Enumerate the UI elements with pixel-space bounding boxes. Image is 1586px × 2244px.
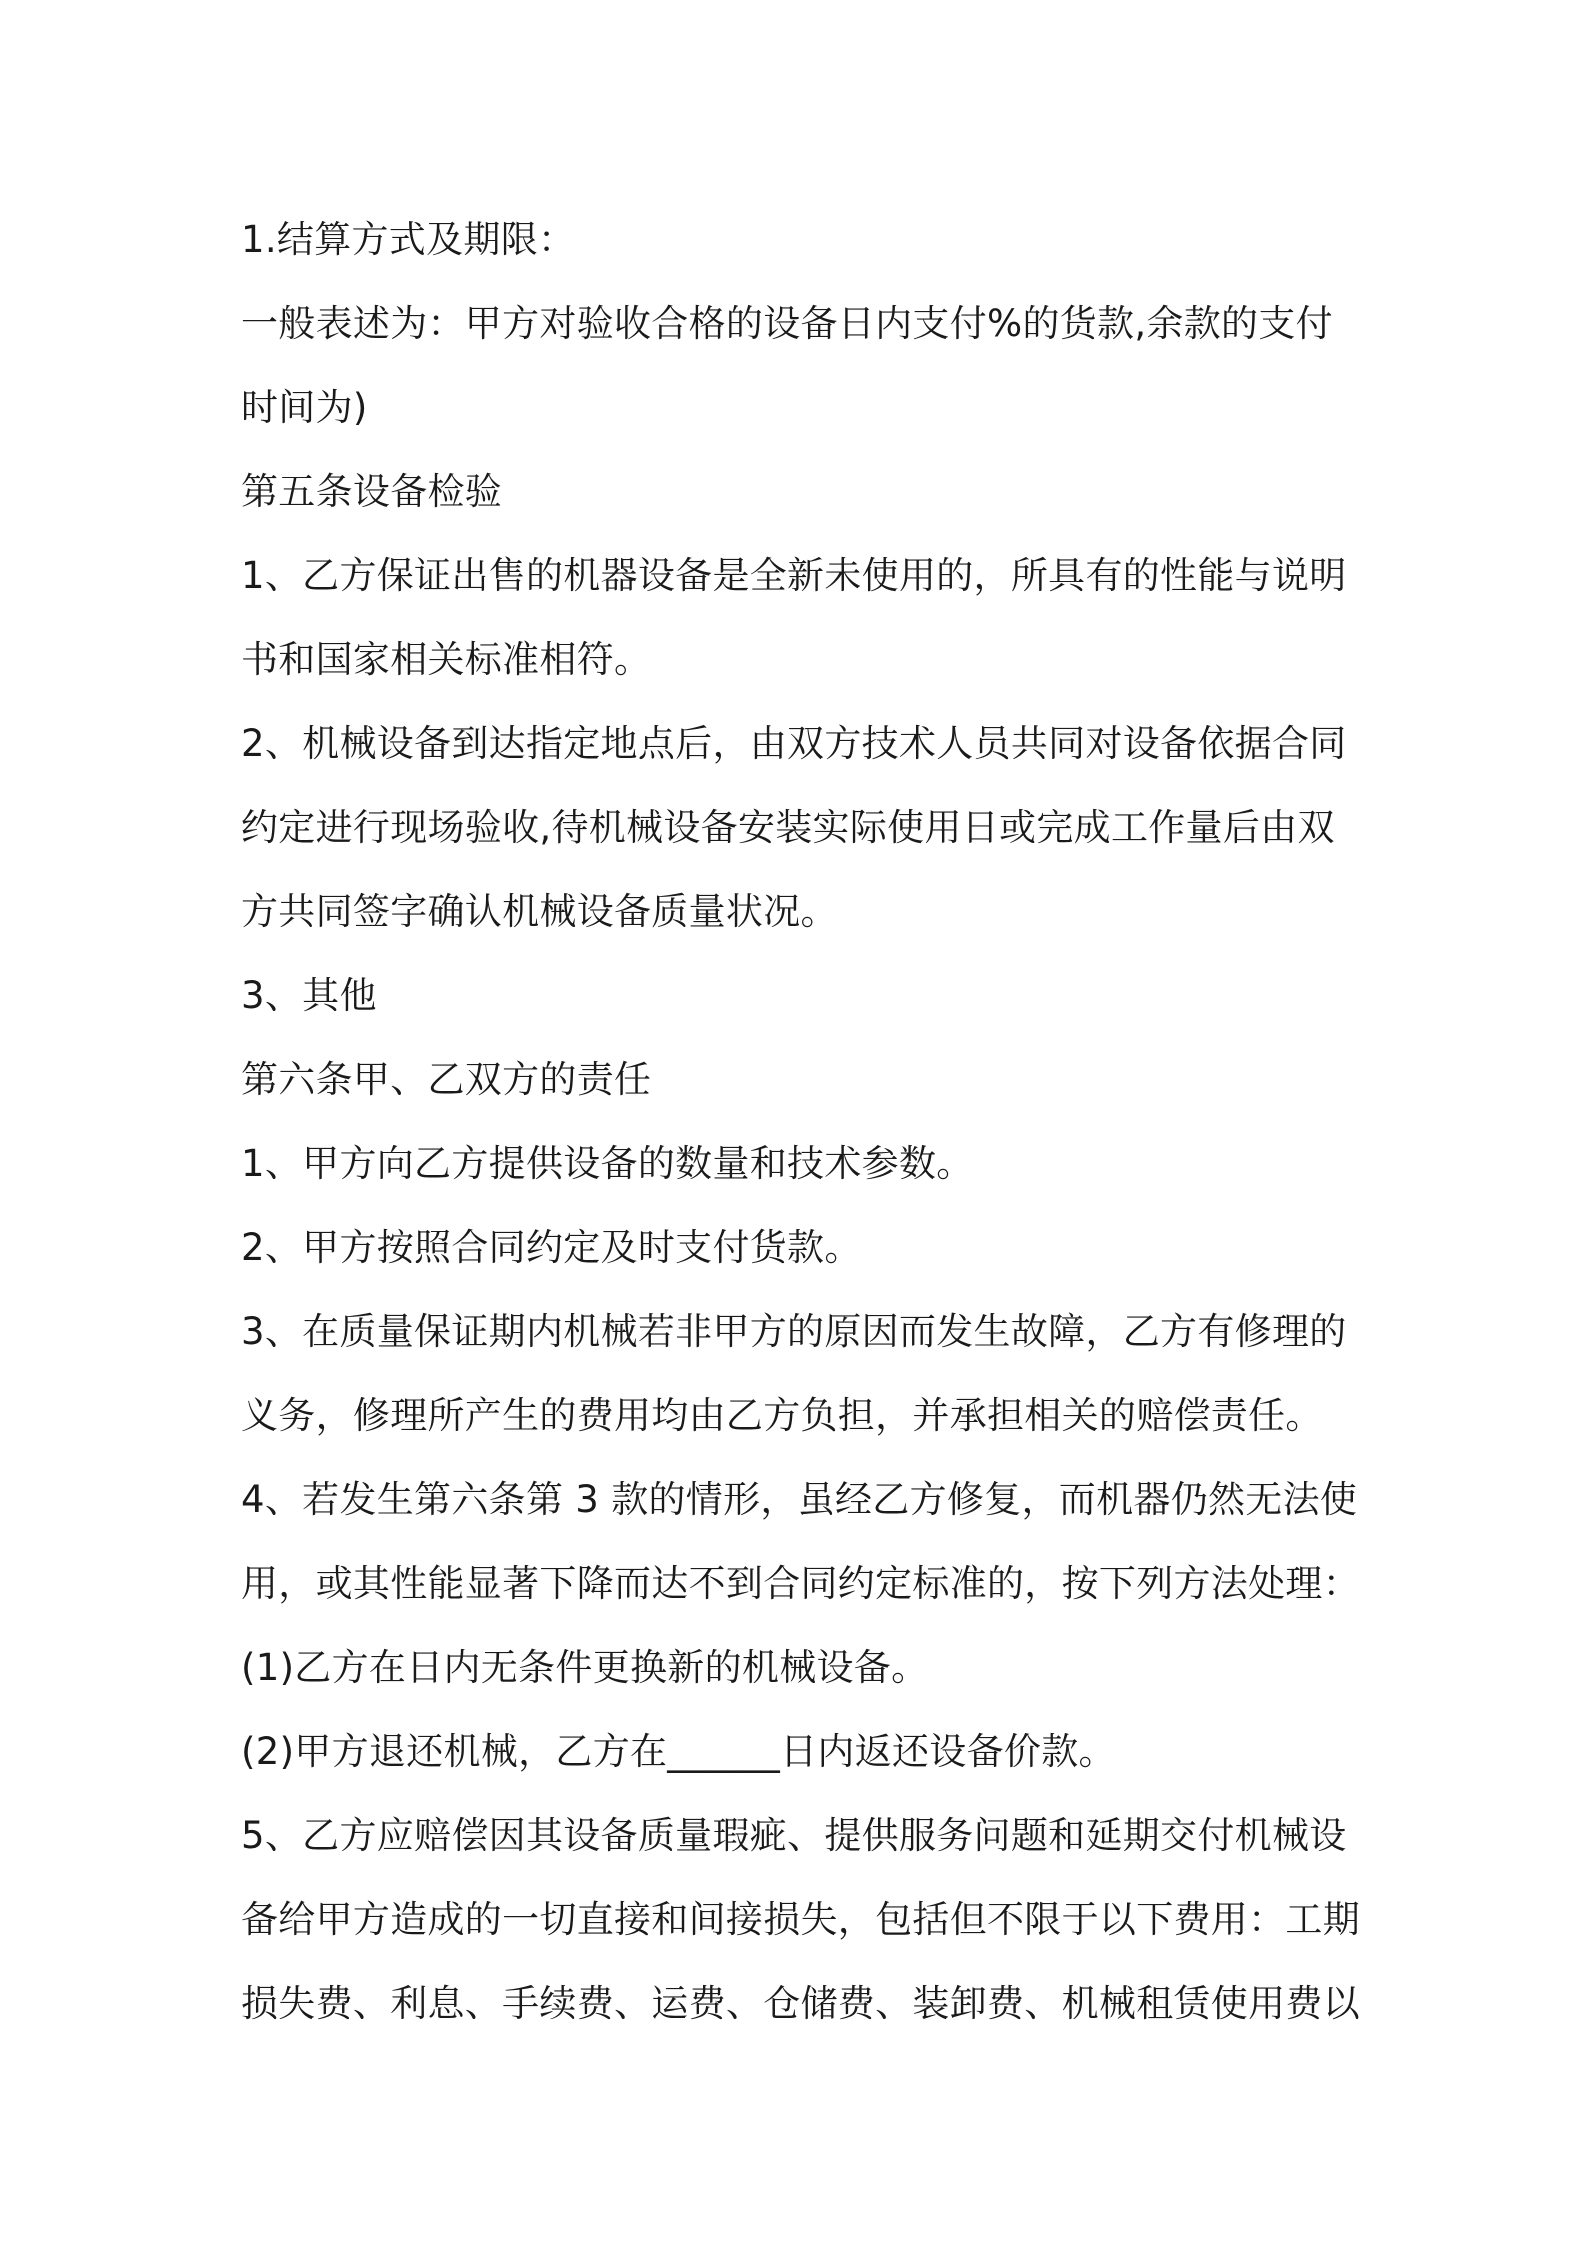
section-heading-settlement: 1.结算方式及期限： [241,218,576,261]
paragraph-line: 5、乙方应赔偿因其设备质量瑕疵、提供服务问题和延期交付机械设 [241,1814,1347,1857]
article-heading-responsibilities: 第六条甲、乙双方的责任 [241,1058,652,1101]
paragraph-line: 3、在质量保证期内机械若非甲方的原因而发生故障，乙方有修理的 [241,1310,1347,1353]
paragraph-line: 损失费、利息、手续费、运费、仓储费、装卸费、机械租赁使用费以 [241,1982,1360,2025]
document-body [241,198,1371,2046]
paragraph-line: 时间为) [241,386,368,429]
paragraph-line: 3、其他 [241,974,377,1017]
paragraph-line: (1)乙方在日内无条件更换新的机械设备。 [241,1646,929,1689]
paragraph-line: 方共同签字确认机械设备质量状况。 [241,890,838,933]
paragraph-line: 4、若发生第六条第 3 款的情形，虽经乙方修复，而机器仍然无法使 [241,1478,1358,1521]
paragraph-line: 一般表述为：甲方对验收合格的设备日内支付%的货款,余款的支付 [241,302,1333,345]
paragraph-line: 2、甲方按照合同约定及时支付货款。 [241,1226,862,1269]
paragraph-line: 书和国家相关标准相符。 [241,638,652,681]
paragraph-line: 义务，修理所产生的费用均由乙方负担，并承担相关的赔偿责任。 [241,1394,1323,1437]
paragraph-line: 备给甲方造成的一切直接和间接损失，包括但不限于以下费用：工期 [241,1898,1360,1941]
paragraph-line: 2、机械设备到达指定地点后，由双方技术人员共同对设备依据合同 [241,722,1347,765]
paragraph-line: 用，或其性能显著下降而达不到合同约定标准的，按下列方法处理： [241,1562,1360,1605]
paragraph-line: 1、甲方向乙方提供设备的数量和技术参数。 [241,1142,974,1185]
paragraph-line: 约定进行现场验收,待机械设备安装实际使用日或完成工作量后由双 [241,806,1335,849]
paragraph-line: (2)甲方退还机械，乙方在______日内返还设备价款。 [241,1730,1116,1773]
paragraph-line: 1、乙方保证出售的机器设备是全新未使用的，所具有的性能与说明 [241,554,1347,597]
article-heading-inspection: 第五条设备检验 [241,470,503,513]
